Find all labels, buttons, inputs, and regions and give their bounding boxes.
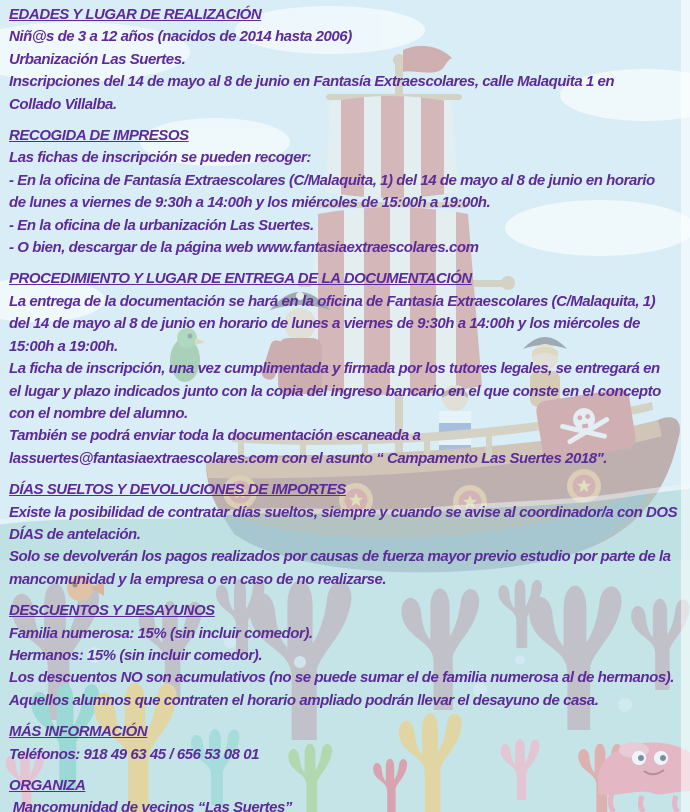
text-line: También se podrá enviar toda la documentación escaneada a <box>9 427 421 445</box>
section-title: RECOGIDA DE IMPRESOS <box>9 127 189 145</box>
section-title: MÁS INFORMACIÓN <box>9 723 148 741</box>
section <box>9 775 686 812</box>
text-line: La ficha de inscripción, una vez cumplimentada y firmada por los tutores legales, se entregará en <box>9 360 660 378</box>
text-line: con el nombre del alumno. <box>9 404 188 422</box>
text-line: Las fichas de inscripción se pueden recoger: <box>9 149 311 167</box>
section-title: DÍAS SUELTOS Y DEVOLUCIONES DE IMPORTES <box>9 481 346 499</box>
text-line: Urbanización Las Suertes. <box>9 50 186 68</box>
section-title: EDADES Y LUGAR DE REALIZACIÓN <box>9 6 262 23</box>
text-line: DÍAS de antelación. <box>9 525 141 543</box>
text-line: Teléfonos: 918 49 63 45 / 656 53 08 01 <box>9 745 260 763</box>
section-title: DESCUENTOS Y DESAYUNOS <box>9 602 215 620</box>
text-line: - En la oficina de la urbanización Las Suertes. <box>9 216 314 234</box>
text-line: 15:00h a 19:00h. <box>9 337 118 355</box>
text-line: Mancomunidad de vecinos “Las Suertes” <box>9 799 292 812</box>
text-line: Hermanos: 15% (sin incluir comedor). <box>9 646 263 664</box>
section <box>9 479 686 591</box>
text-line: Niñ@s de 3 a 12 años (nacidos de 2014 hasta 2006) <box>9 28 352 46</box>
text-line: Collado Villalba. <box>9 95 117 113</box>
text-line: La entrega de la documentación se hará en la oficina de Fantasía Extraescolares (C/Malaquita, 1) <box>9 292 656 310</box>
text-line: mancomunidad y la empresa o en caso de no realizarse. <box>9 570 387 588</box>
text-line: Aquellos alumnos que contraten el horario ampliado podrán llevar el desayuno de casa. <box>9 691 599 709</box>
text-line: - En la oficina de Fantasía Extraescolares (C/Malaquita, 1) del 14 de mayo al 8 de junio en horario <box>9 171 655 189</box>
section <box>9 125 686 259</box>
text-line: del 14 de mayo al 8 de junio en horario de lunes a viernes de 9:30h a 14:00h y los miércoles de <box>9 315 640 333</box>
text-line: Inscripciones del 14 de mayo al 8 de junio en Fantasía Extraescolares, calle Malaquita 1 en <box>9 73 615 91</box>
text-line: Solo se devolverán los pagos realizados por causas de fuerza mayor previo estudio por parte de la <box>9 548 671 566</box>
document-body <box>9 4 686 812</box>
section <box>9 4 686 116</box>
text-line: lassuertes@fantasiaextraescolares.com con el asunto “ Campamento Las Suertes 2018". <box>9 449 607 467</box>
section <box>9 721 686 766</box>
section-title: ORGANIZA <box>9 777 86 794</box>
text-line: - O bien, descargar de la página web www.fantasiaextraescolares.com <box>9 239 479 257</box>
section <box>9 268 686 470</box>
section-title: PROCEDIMIENTO Y LUGAR DE ENTREGA DE LA DOCUMENTACIÓN <box>9 270 472 288</box>
text-line: de lunes a viernes de 9:30h a 14:00h y los miércoles de 15:00h a 19:00h. <box>9 194 491 212</box>
text-line: el lugar y plazo indicados junto con la copia del ingreso bancario en el que conste en el concepto <box>9 382 661 400</box>
text-line: Existe la posibilidad de contratar días sueltos, siempre y cuando se avise al coordinador/a con DOS <box>9 503 678 521</box>
text-line: Los descuentos NO son acumulativos (no se puede sumar el de familia numerosa al de hermanos). <box>9 669 675 687</box>
section <box>9 600 686 712</box>
text-line: Familia numerosa: 15% (sin incluir comedor). <box>9 624 313 642</box>
